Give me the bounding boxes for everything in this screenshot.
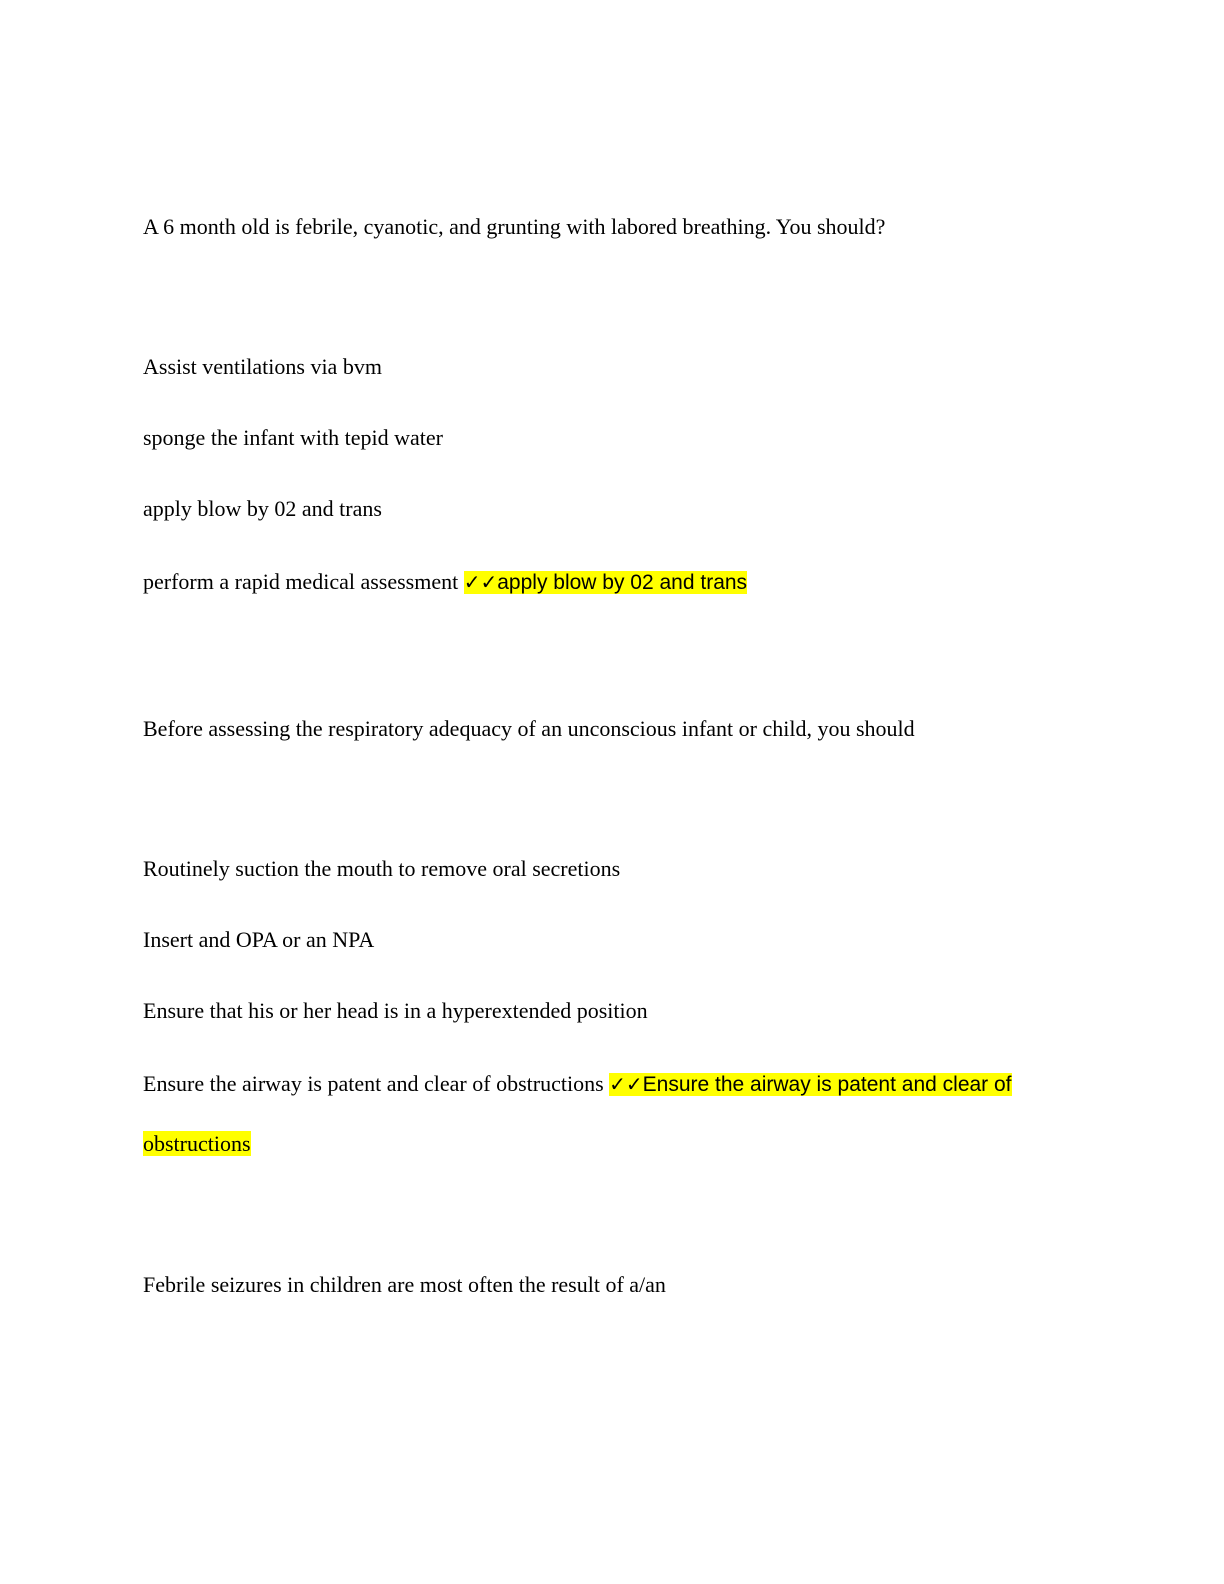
question-1-option-1: Assist ventilations via bvm — [143, 354, 382, 379]
question-3-prompt: Febrile seizures in children are most often the result of a/an — [143, 1272, 666, 1297]
question-2-answer-line-2: obstructions — [143, 1131, 251, 1156]
question-2-answer-continuation — [143, 1129, 251, 1159]
question-2-prompt: Before assessing the respiratory adequacy of an unconscious infant or child, you should — [143, 716, 915, 741]
question-2-option-4-row — [143, 1069, 1012, 1100]
question-1-answer: apply blow by 02 and trans — [497, 571, 748, 594]
question-2-answer-line-1: Ensure the airway is patent and clear of — [642, 1073, 1012, 1096]
question-1-option-3: apply blow by 02 and trans — [143, 496, 382, 521]
question-2-option-3: Ensure that his or her head is in a hyperextended position — [143, 998, 648, 1023]
question-1-prompt: A 6 month old is febrile, cyanotic, and grunting with labored breathing. You should? — [143, 214, 886, 239]
question-1-option-2: sponge the infant with tepid water — [143, 425, 443, 450]
question-2-option-4: Ensure the airway is patent and clear of obstructions — [143, 1071, 604, 1096]
check-mark-icon: ✓✓ — [609, 1072, 643, 1096]
question-2-option-2: Insert and OPA or an NPA — [143, 927, 375, 952]
question-2-option-1: Routinely suction the mouth to remove oral secretions — [143, 856, 621, 881]
question-1-option-4-row — [143, 567, 747, 598]
question-1-answer-highlight — [464, 571, 747, 594]
question-1-option-4: perform a rapid medical assessment — [143, 569, 459, 594]
check-mark-icon: ✓✓ — [463, 570, 498, 594]
question-2-answer-highlight — [609, 1073, 1011, 1096]
